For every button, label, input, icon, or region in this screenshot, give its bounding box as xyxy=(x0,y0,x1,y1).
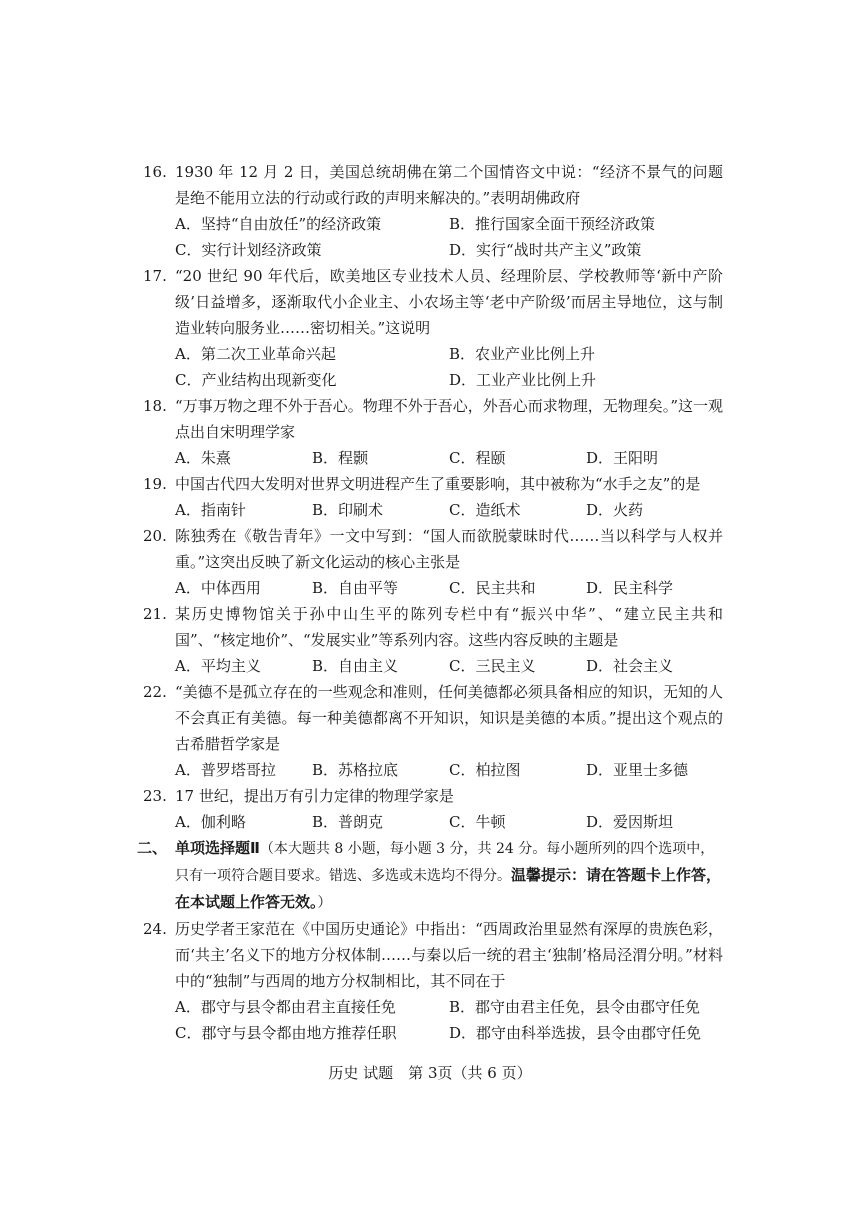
option-d: D．实行“战时共产主义”政策 xyxy=(449,241,642,259)
option-b: B．郡守由君主任免，县令由郡守任免 xyxy=(449,998,701,1016)
options xyxy=(175,994,723,1046)
question xyxy=(143,393,723,471)
question-number: 21. xyxy=(143,605,167,623)
option-a: A．指南针 xyxy=(175,501,246,519)
question-stem: 历史学者王家范在《中国历史通论》中指出：“西周政治里显然有深厚的贵族色彩，而‘共主’名义下的地方分权体制……与秦以后一统的君主‘独制’格局泾渭分明。”材料中的“独制”与西周的地方分权制相比，其不同在于 xyxy=(175,920,723,990)
option-d: D．王阳明 xyxy=(586,449,659,467)
option-b: B．普朗克 xyxy=(312,813,384,831)
question-number: 24. xyxy=(143,920,167,938)
options xyxy=(175,497,723,523)
option-b: B．自由主义 xyxy=(312,657,399,675)
option-a: A．伽利略 xyxy=(175,813,246,831)
question-stem: 1930 年 12 月 2 日，美国总统胡佛在第二个国情咨文中说：“经济不景气的问题是绝不能用立法的行动或行政的声明来解决的。”表明胡佛政府 xyxy=(175,163,723,207)
option-c: C．程颐 xyxy=(449,449,506,467)
question xyxy=(143,916,723,1046)
option-b: B．推行国家全面干预经济政策 xyxy=(449,215,656,233)
options xyxy=(175,575,723,601)
question-stem: 17 世纪，提出万有引力定律的物理学家是 xyxy=(175,787,454,805)
option-c: C．三民主义 xyxy=(449,657,536,675)
section-label: 二、 xyxy=(137,839,168,857)
question-number: 22. xyxy=(143,683,167,701)
option-c: C．郡守与县令都由地方推荐任职 xyxy=(175,1024,397,1042)
exam-content xyxy=(137,159,723,1046)
option-c: C．柏拉图 xyxy=(449,761,521,779)
option-a: A．朱熹 xyxy=(175,449,231,467)
option-d: D．亚里士多德 xyxy=(586,761,689,779)
option-c: C．实行计划经济政策 xyxy=(175,241,322,259)
question-number: 18. xyxy=(143,397,167,415)
question-number: 16. xyxy=(143,163,167,181)
question-stem: “20 世纪 90 年代后，欧美地区专业技术人员、经理阶层、学校教师等‘新中产阶级’日益增多，逐渐取代小企业主、小农场主等‘老中产阶级’而居主导地位，这与制造业转向服务业……密切相关。”这说明 xyxy=(175,267,723,337)
options xyxy=(175,757,723,783)
option-c: C．产业结构出现新变化 xyxy=(175,371,337,389)
option-b: B．农业产业比例上升 xyxy=(449,345,596,363)
question-stem: “万事万物之理不外于吾心。物理不外于吾心，外吾心而求物理，无物理矣。”这一观点出自宋明理学家 xyxy=(175,397,723,441)
question xyxy=(143,471,723,523)
question-stem: “美德不是孤立存在的一些观念和准则，任何美德都必须具备相应的知识，无知的人不会真正有美德。每一种美德都离不开知识，知识是美德的本质。”提出这个观点的古希腊哲学家是 xyxy=(175,683,723,753)
question-stem: 中国古代四大发明对世界文明进程产生了重要影响，其中被称为“水手之友”的是 xyxy=(175,475,701,493)
page-footer: 历史 试题 第 3页（共 6 页） xyxy=(328,1064,532,1082)
option-b: B．自由平等 xyxy=(312,579,399,597)
question xyxy=(143,159,723,263)
options xyxy=(175,653,723,679)
section-title: 单项选择题Ⅱ xyxy=(175,839,260,857)
option-a: A．郡守与县令都由君主直接任免 xyxy=(175,998,396,1016)
question-number: 19. xyxy=(143,475,167,493)
option-c: C．牛顿 xyxy=(449,813,506,831)
question xyxy=(143,523,723,601)
option-a: A．平均主义 xyxy=(175,657,261,675)
option-d: D．工业产业比例上升 xyxy=(449,371,597,389)
option-b: B．印刷术 xyxy=(312,501,384,519)
questions-part-2 xyxy=(143,916,723,1046)
section-close: ） xyxy=(317,895,332,911)
question-number: 23. xyxy=(143,787,167,805)
section-tip: 温馨提示：请在答题卡上作答，在本试题上作答无效。 xyxy=(175,866,722,911)
option-b: B．程颢 xyxy=(312,449,369,467)
options xyxy=(175,211,723,263)
option-b: B．苏格拉底 xyxy=(312,761,399,779)
section-header xyxy=(137,835,723,916)
option-d: D．社会主义 xyxy=(586,657,674,675)
option-d: D．爱因斯坦 xyxy=(586,813,674,831)
question-number: 20. xyxy=(143,527,167,545)
options xyxy=(175,809,723,835)
question-number: 17. xyxy=(143,267,167,285)
question xyxy=(143,679,723,783)
option-a: A．普罗塔哥拉 xyxy=(175,761,276,779)
option-c: C．民主共和 xyxy=(449,579,536,597)
question xyxy=(143,263,723,393)
option-a: A．第二次工业革命兴起 xyxy=(175,345,336,363)
option-d: D．郡守由科举选拔，县令由郡守任免 xyxy=(449,1024,702,1042)
questions-part-1 xyxy=(143,159,723,835)
option-a: A．中体西用 xyxy=(175,579,261,597)
option-d: D．火药 xyxy=(586,501,644,519)
option-d: D．民主科学 xyxy=(586,579,674,597)
option-c: C．造纸术 xyxy=(449,501,521,519)
options xyxy=(175,445,723,471)
question xyxy=(143,783,723,835)
options xyxy=(175,341,723,393)
question-stem: 某历史博物馆关于孙中山生平的陈列专栏中有“振兴中华”、“建立民主共和国”、“核定地价”、“发展实业”等系列内容。这些内容反映的主题是 xyxy=(175,605,723,649)
question-stem: 陈独秀在《敬告青年》一文中写到：“国人而欲脱蒙昧时代……当以科学与人权并重。”这突出反映了新文化运动的核心主张是 xyxy=(175,527,723,571)
section-instructions: （本大题共 8 小题，每小题 3 分，共 24 分。每小题所列的四个选项中，只有一项符合题目要求。错选、多选或未选均不得分。 xyxy=(175,841,715,884)
option-a: A．坚持“自由放任”的经济政策 xyxy=(175,215,382,233)
question xyxy=(143,601,723,679)
